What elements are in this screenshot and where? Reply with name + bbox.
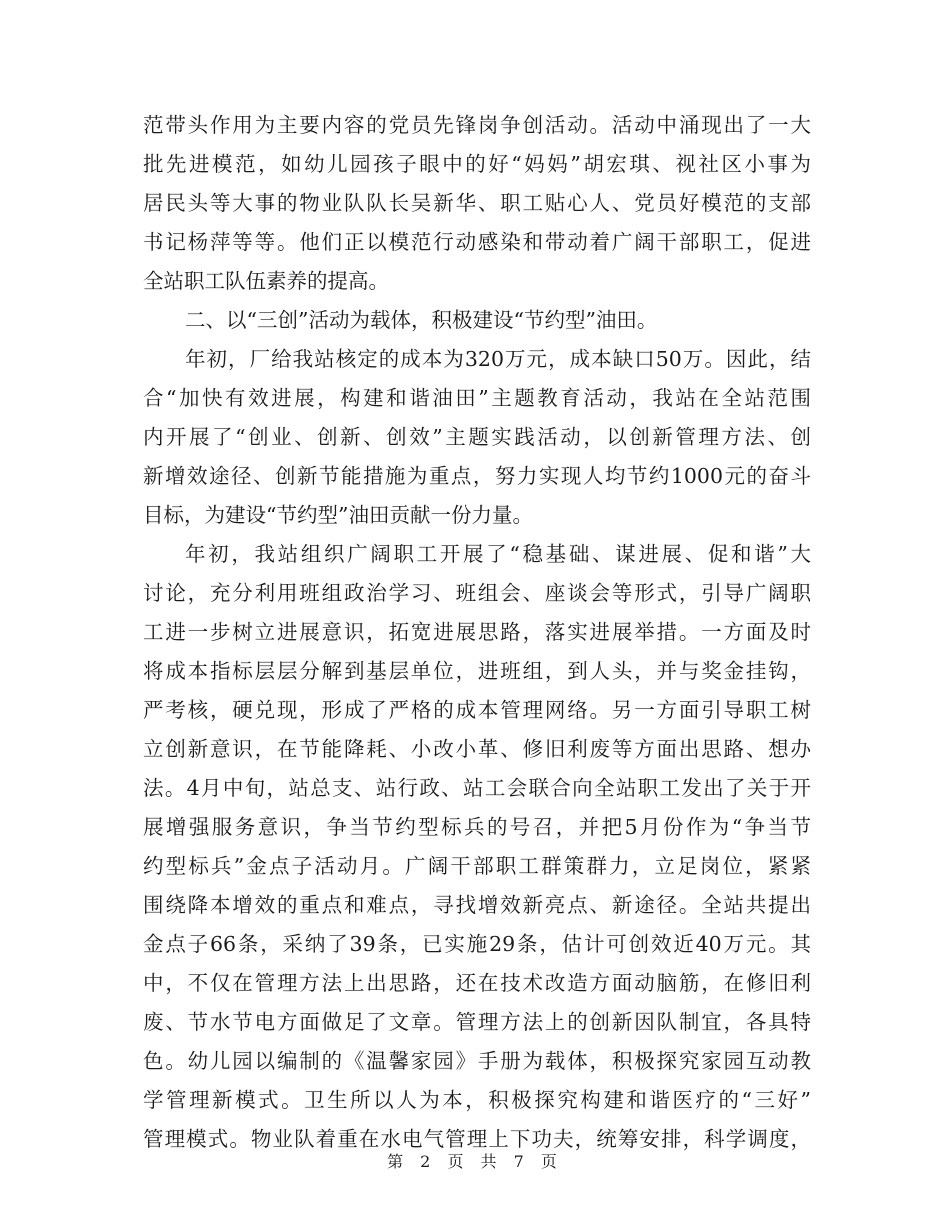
text-line: 年初，厂给我站核定的成本为320万元，成本缺口50万。因此，结 (185, 347, 811, 371)
text-line: 新增效途径、创新节能措施为重点，努力实现人均节约1000元的奋斗 (143, 464, 811, 488)
text-line: 色。幼儿园以编制的《温馨家园》手册为载体，积极探究家园互动教 (143, 1049, 811, 1073)
text-line: 二、以“三创”活动为载体，积极建设“节约型”油田。 (185, 308, 658, 332)
text-line: 批先进模范，如幼儿园孩子眼中的好“妈妈”胡宏琪、视社区小事为 (143, 152, 811, 176)
text-line: 约型标兵”金点子活动月。广阔干部职工群策群力，立足岗位，紧紧 (143, 854, 811, 878)
text-line: 全站职工队伍素养的提高。 (143, 269, 389, 293)
text-line: 展增强服务意识，争当节约型标兵的号召，并把5月份作为“争当节 (143, 815, 811, 839)
text-line: 内开展了“创业、创新、创效”主题实践活动，以创新管理方法、创 (143, 425, 811, 449)
text-line: 合“加快有效进展，构建和谐油田”主题教育活动，我站在全站范围 (143, 386, 811, 410)
text-line: 中，不仅在管理方法上出思路，还在技术改造方面动脑筋，在修旧利 (143, 971, 811, 995)
text-line: 立创新意识，在节能降耗、小改小革、修旧利废等方面出思路、想办 (143, 737, 811, 761)
page-footer: 第 2 页 共 7 页 (387, 1152, 563, 1171)
text-line: 年初，我站组织广阔职工开展了“稳基础、谋进展、促和谐”大 (185, 542, 811, 566)
body-text (143, 106, 811, 1159)
text-line: 范带头作用为主要内容的党员先锋岗争创活动。活动中涌现出了一大 (143, 113, 811, 137)
text-line: 围绕降本增效的重点和难点，寻找增效新亮点、新途径。全站共提出 (143, 893, 811, 917)
text-line: 目标，为建设“节约型”油田贡献一份力量。 (143, 503, 533, 527)
text-line: 法。4月中旬，站总支、站行政、站工会联合向全站职工发出了关于开 (143, 776, 811, 800)
text-line: 书记杨萍等等。他们正以模范行动感染和带动着广阔干部职工，促进 (143, 230, 811, 254)
text-line: 工进一步树立进展意识，拓宽进展思路，落实进展举措。一方面及时 (143, 620, 811, 644)
text-line: 学管理新模式。卫生所以人为本，积极探究构建和谐医疗的“三好” (143, 1088, 811, 1112)
text-line: 废、节水节电方面做足了文章。管理方法上的创新因队制宜，各具特 (143, 1010, 811, 1034)
text-line: 严考核，硬兑现，形成了严格的成本管理网络。另一方面引导职工树 (143, 698, 811, 722)
text-line: 将成本指标层层分解到基层单位，进班组，到人头，并与奖金挂钩， (143, 659, 811, 683)
text-line: 管理模式。物业队着重在水电气管理上下功夫，统筹安排，科学调度， (143, 1127, 811, 1151)
text-line: 金点子66条，采纳了39条，已实施29条，估计可创效近40万元。其 (143, 932, 811, 956)
text-line: 讨论，充分利用班组政治学习、班组会、座谈会等形式，引导广阔职 (143, 581, 811, 605)
text-line: 居民头等大事的物业队队长吴新华、职工贴心人、党员好模范的支部 (143, 191, 811, 215)
